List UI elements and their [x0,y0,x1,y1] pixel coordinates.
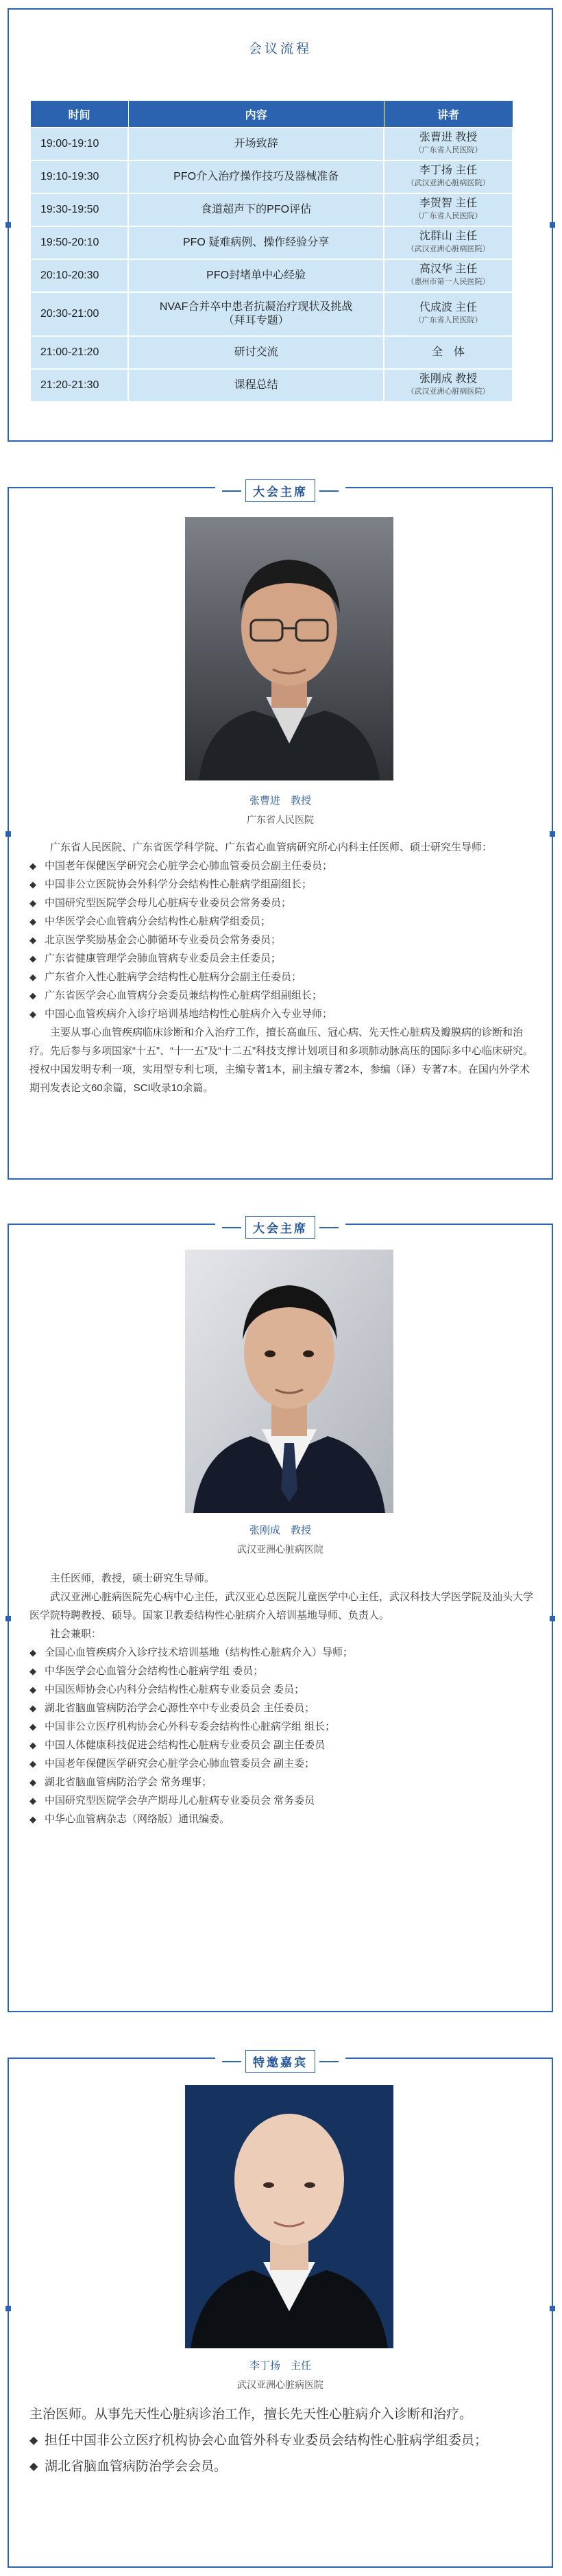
speaker-org: （广东省人民医院） [414,316,482,324]
agenda-content: PFO介入治疗操作技巧及器械准备 [128,160,384,193]
label-divider [319,490,339,492]
label-divider [222,1227,241,1228]
speaker-org: （惠州市第一人民医院） [406,278,490,286]
agenda-content: 课程总结 [128,369,384,402]
portrait-man-glasses [185,517,393,780]
bio-list [29,1643,537,1828]
speaker-name: 代成波 主任 [419,302,478,313]
chairman-card-2 [8,1224,553,2012]
corner-marker [5,831,11,837]
agenda-content: 开场致辞 [128,128,384,160]
agenda-speaker [384,128,513,160]
agenda-content: NVAF合并卒中患者抗凝治疗现状及挑战（拜耳专题） [128,292,384,336]
agenda-time: 20:10-20:30 [30,259,128,292]
bio-item: ◆ 中国医师协会心内科分会结构性心脏病专业委员会 委员； [29,1680,537,1699]
section-label-text: 大会主席 [245,479,315,502]
agenda-header-speaker: 讲者 [384,101,513,128]
corner-marker [550,2306,555,2311]
corner-marker [5,2306,11,2311]
speaker-bio [29,2402,537,2480]
section-label [215,479,345,502]
agenda-row [30,128,513,160]
agenda-row [30,369,513,402]
speaker-name: 李丁扬 主任 [419,165,478,176]
speaker-org: 武汉亚洲心脏病医院 [237,1544,323,1555]
speaker-name: 全 体 [432,346,465,358]
portrait-man-shaved [185,2085,393,2348]
agenda-header-row [30,101,513,128]
bio-item: ◆ 北京医学奖励基金会心肺循环专业委员会常务委员； [29,931,537,949]
agenda-card [8,8,553,442]
bio-item: ◆ 中国研究型医院学会孕产期母儿心脏病专业委员会 常务委员 [29,1791,537,1810]
speaker-org: （武汉亚洲心脏病医院） [406,179,490,187]
bio-item: ◆ 中华心血管病杂志（网络版）通讯编委。 [29,1810,537,1828]
bio-item: ◆ 湖北省脑血管病防治学会 常务理事； [29,1773,537,1791]
agenda-header-time: 时间 [30,101,128,128]
agenda-speaker [384,369,513,402]
speaker-org: 武汉亚洲心脏病医院 [237,2379,323,2390]
agenda-speaker [384,193,513,226]
label-divider [319,1227,339,1228]
speaker-bio [29,838,537,1097]
speaker-name: 张刚成 教授 [419,373,478,385]
section-label [215,1216,345,1239]
bio-item: ◆ 湖北省脑血管病防治学会会员。 [29,2454,537,2480]
agenda-table [29,100,513,403]
bio-item: ◆ 中国心血管疾病介入诊疗培训基地结构性心脏病介入专业导师； [29,1005,537,1023]
speaker-name: 张刚成 教授 [249,1525,311,1536]
speaker-bio [29,1569,537,1828]
speaker-org: （广东省人民医院） [414,146,482,154]
agenda-row [30,336,513,369]
corner-marker [550,1616,555,1621]
section-label-text: 大会主席 [245,1216,315,1239]
agenda-speaker [384,336,513,369]
bio-intro: 主治医师。从事先天性心脏病诊治工作，擅长先天性心脏病介入诊断和治疗。 [29,2407,473,2422]
agenda-header-content: 内容 [128,101,384,128]
corner-marker [550,222,555,228]
label-divider [222,490,241,492]
bio-item: ◆ 中华医学会心血管分会结构性心脏病学组 委员； [29,1662,537,1680]
agenda-speaker [384,292,513,336]
bio-position: 武汉亚洲心脏病医院先心病中心主任，武汉亚心总医院儿童医学中心主任，武汉科技大学医学院及汕头大学医学院特聘教授、硕导。国家卫教委结构性心脏病介入培训基地导师、负责人。 [29,1591,534,1621]
label-divider [319,2061,339,2062]
bio-item: ◆ 中国非公立医院协会外科学分会结构性心脏病学组副组长； [29,875,537,894]
speaker-name: 张曹进 教授 [419,132,478,143]
bio-subheading: 社会兼职： [50,1628,102,1640]
agenda-row [30,160,513,193]
agenda-time: 21:20-21:30 [30,369,128,402]
bio-closing: 主要从事心血管疾病临床诊断和介入治疗工作，擅长高血压、冠心病、先天性心脏病及瓣膜病的诊断和治疗。先后参与多项国家“十五”、“十一五”及“十二五”科技支撑计划项目和多项肺动脉高压的国际多中心临床研究。授权中国发明专利一项，实用型专利七项，主编专著1本，副主编专著2本，参编（译）专著7本。在国内外学术期刊发表论文60余篇，SCI收录10余篇。 [29,1027,533,1094]
bio-item: ◆ 广东省健康管理学会肺血管病专业委员会主任委员； [29,949,537,968]
agenda-speaker [384,160,513,193]
speaker-name: 高汉华 主任 [419,263,478,275]
label-divider [222,2061,241,2062]
agenda-row [30,292,513,336]
section-label [215,2050,345,2073]
agenda-time: 19:10-19:30 [30,160,128,193]
agenda-content: 研讨交流 [128,336,384,369]
section-label-text: 特邀嘉宾 [245,2050,315,2073]
agenda-content: PFO封堵单中心经验 [128,259,384,292]
portrait-photo [185,1250,393,1513]
speaker-name: 张曹进 教授 [249,795,311,807]
agenda-content: PFO 疑难病例、操作经验分享 [128,226,384,259]
portrait-photo [185,2085,393,2348]
agenda-time: 19:50-20:10 [30,226,128,259]
portrait-man-suit [185,1250,393,1513]
corner-marker [5,1616,11,1621]
corner-marker [550,831,555,837]
bio-item: ◆ 中国老年保健医学研究会心脏学会心肺血管委员会副主任委员； [29,857,537,875]
speaker-name: 沈群山 主任 [419,230,478,242]
corner-marker [5,222,11,228]
agenda-title: 会议流程 [248,42,312,56]
speaker-name: 李贺智 主任 [419,198,478,209]
agenda-time: 20:30-21:00 [30,292,128,336]
portrait-photo [185,517,393,780]
speaker-org: （武汉亚洲心脏病医院） [406,387,490,396]
bio-item: ◆ 担任中国非公立医疗机构协会心血管外科专业委员会结构性心脏病学组委员； [29,2428,537,2454]
agenda-row [30,259,513,292]
agenda-time: 19:30-19:50 [30,193,128,226]
bio-intro: 主任医师，教授，硕士研究生导师。 [50,1573,215,1584]
bio-item: ◆ 中华医学会心血管病分会结构性心脏病学组委员； [29,912,537,931]
agenda-speaker [384,259,513,292]
bio-item: ◆ 湖北省脑血管病防治学会心源性卒中专业委员会 主任委员； [29,1699,537,1717]
chairman-card-1 [8,487,553,1180]
speaker-name: 李丁扬 主任 [249,2360,311,2372]
agenda-speaker [384,226,513,259]
agenda-row [30,193,513,226]
speaker-org: （广东省人民医院） [414,212,482,220]
bio-list [29,857,537,1023]
bio-item: ◆ 广东省医学会心血管病分会委员兼结构性心脏病学组副组长； [29,986,537,1005]
speaker-org: （武汉亚洲心脏病医院） [406,245,490,253]
bio-item: ◆ 中国非公立医疗机构协会心外科专委会结构性心脏病学组 组长； [29,1717,537,1736]
bio-item: ◆ 中国人体健康科技促进会结构性心脏病专业委员会 副主任委员 [29,1736,537,1754]
bio-item: ◆ 中国老年保健医学研究会心脏学会心肺血管委员会 副主委； [29,1754,537,1773]
agenda-time: 21:00-21:20 [30,336,128,369]
bio-item: ◆ 广东省介入性心脏病学会结构性心脏病分会副主任委员； [29,968,537,986]
bio-intro: 广东省人民医院、广东省医学科学院、广东省心血管病研究所心内科主任医师、硕士研究生导师： [50,842,493,853]
bio-item: ◆ 全国心血管疾病介入诊疗技术培训基地（结构性心脏病介入）导师； [29,1643,537,1662]
agenda-row [30,226,513,259]
speaker-org: 广东省人民医院 [247,814,314,825]
bio-item: ◆ 中国研究型医院学会母儿心脏病专业委员会常务委员； [29,894,537,912]
guest-card [8,2058,553,2568]
bio-list [29,2428,537,2480]
agenda-content: 食道超声下的PFO评估 [128,193,384,226]
agenda-time: 19:00-19:10 [30,128,128,160]
